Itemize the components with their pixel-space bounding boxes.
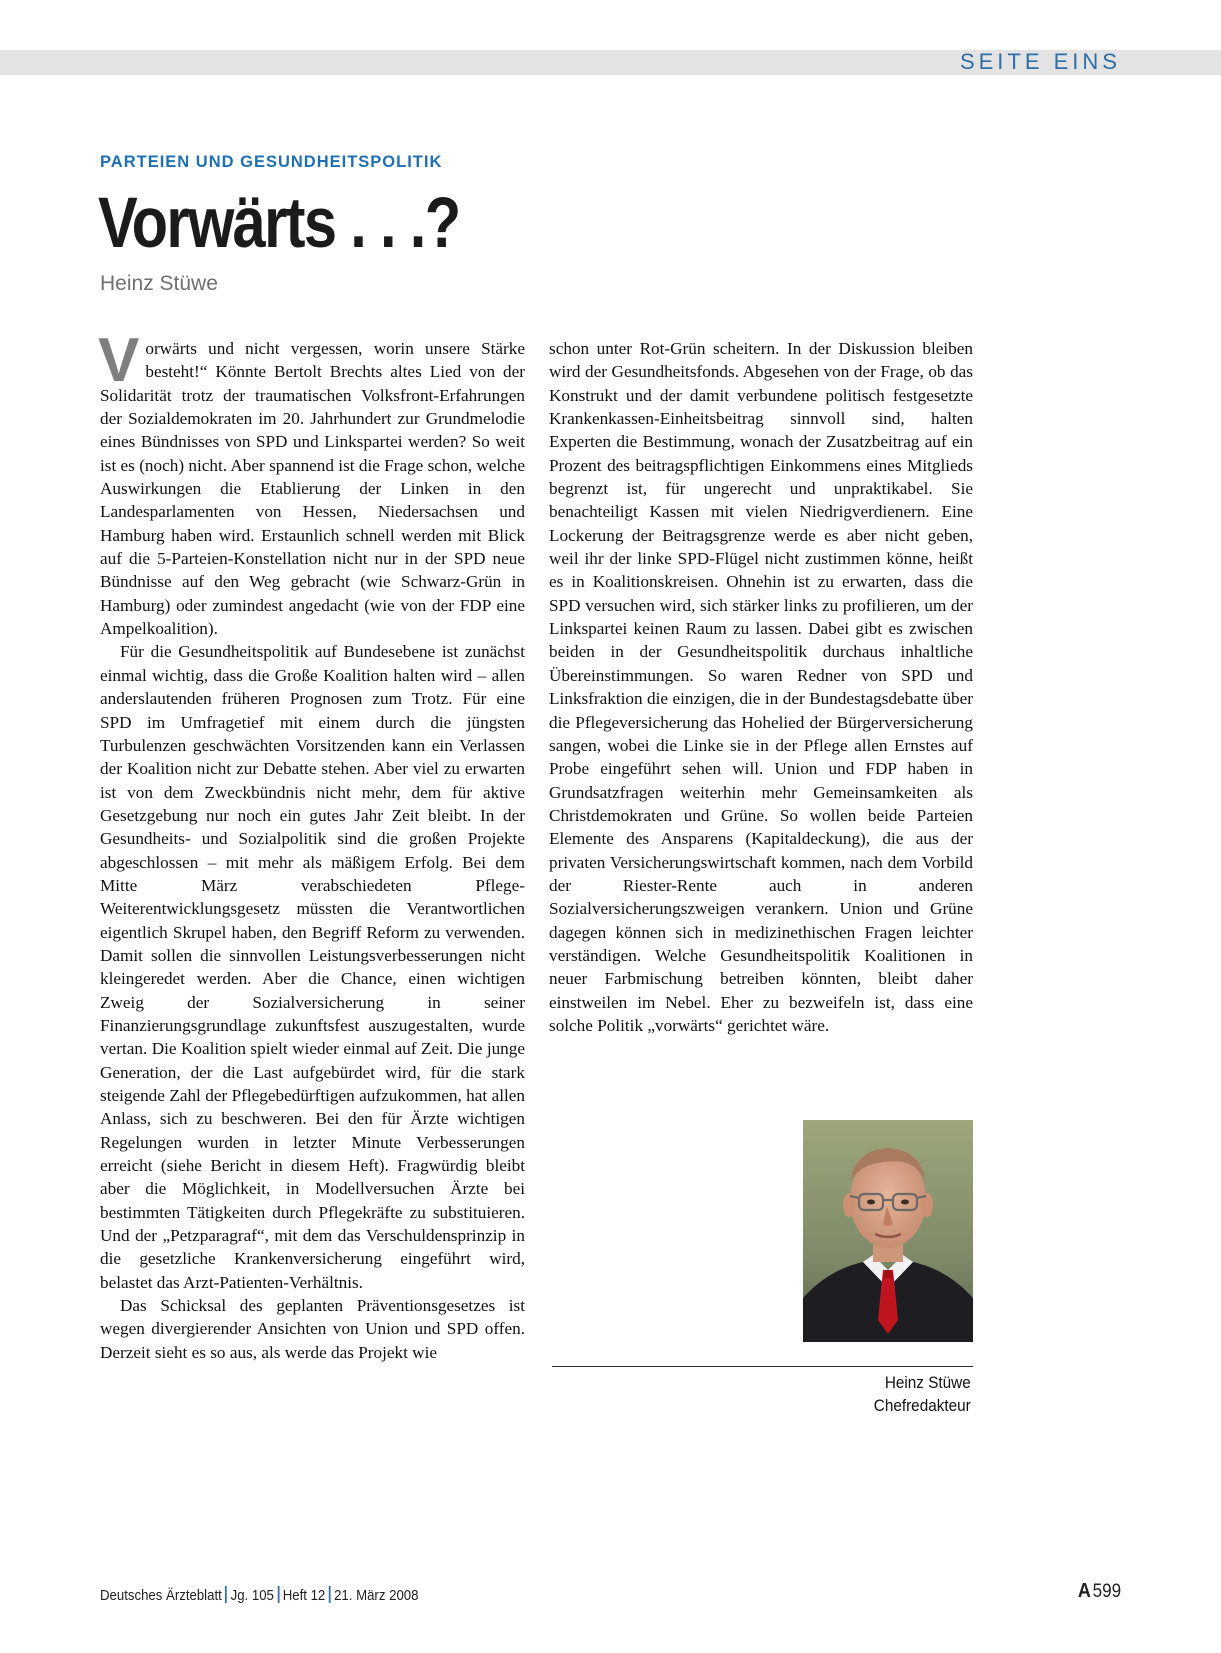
footer-separator — [225, 1586, 227, 1603]
paragraph: Für die Gesundheitspolitik auf Bundesebene ist zunächst einmal wichtig, dass die Große Koalition halten wird – allen anderslautenden früheren Prognosen zum Trotz. Für eine SPD im Umfragetief mit einem durch die jüngsten Turbulenzen geschwächten Vorsitzenden kann ein Verlassen der Koalition nicht zur Debatte stehen. Aber viel zu erwarten ist von dem Zweckbündnis nicht mehr, dem für aktive Gesetzgebung nur noch ein gutes Jahr Zeit bleibt. In der Gesundheits- und Sozialpolitik sind die großen Projekte abgeschlossen – mit mehr als mäßigem Erfolg. Bei dem Mitte März verabschiedeten Pflege-Weiterentwicklungsgesetz müssten die Verantwortlichen eigentlich Skrupel haben, den Begriff Reform zu verwenden. Damit sollen die sinnvollen Leistungsverbesserungen nicht kleingeredet werden. Aber die Chance, einen wichtigen Zweig der Sozialversicherung in seiner Finanzierungsgrundlage zukunftsfest auszugestalten, wurde vertan. Die Koalition spielt wieder einmal auf Zeit. Die junge Generation, der die Last aufgebürdet wird, für die stark steigende Zahl der Pflegebedürftigen aufzukommen, hat allen Anlass, sich zu beschweren. Bei den für Ärzte wichtigen Regelungen wurden in letzter Minute Verbesserungen erreicht (siehe Bericht in diesem Heft). Fragwürdig bleibt aber die Möglichkeit, in Modellversuchen Ärzte bei bestimmten Tätigkeiten durch Pflegekräfte zu substituieren. Und der „Petzparagraf“, mit dem das Verschuldensprinzip in die gesetzliche Krankenversicherung eingeführt wird, belastet das Arzt-Patienten-Verhältnis. — [100, 642, 525, 1292]
footer-separator — [329, 1586, 331, 1603]
portrait-photo — [803, 1120, 973, 1342]
paragraph-text: orwärts und nicht vergessen, worin unsere Stärke besteht!“ Könnte Bertolt Brechts altes Lied von der Solidarität trotz der traumatischen Volksfront-Erfahrungen der Sozialdemokraten im 20. Jahrhundert zur Grundmelodie eines Bündnisses von SPD und Linkspartei werden? So weit ist es (noch) nicht. Aber spannend ist die Frage schon, welche Auswirkungen die Etablierung der Linken in den Landesparlamenten von Hessen, Niedersachsen und Hamburg haben wird. Erstaunlich schnell werden mit Blick auf die 5-Parteien-Konstellation nicht nur in der SPD neue Bündnisse auf den Weg gebracht (wie Schwarz-Grün in Hamburg) oder zumindest angedacht (wie von der FDP eine Ampelkoalition). — [100, 339, 525, 639]
article-author: Heinz Stüwe — [100, 272, 218, 295]
portrait-caption — [874, 1371, 971, 1417]
article-title: Vorwärts . . .? — [98, 184, 460, 263]
paragraph — [98, 326, 525, 640]
caption-name: Heinz Stüwe — [885, 1373, 971, 1392]
article-column-left — [98, 326, 525, 1364]
footer-citation — [100, 1586, 418, 1604]
paragraph: Das Schicksal des geplanten Präventionsgesetzes ist wegen divergierender Ansichten von Union und SPD offen. Derzeit sieht es so aus, als werde das Projekt wie — [100, 1296, 525, 1362]
footer-issue: Heft 12 — [282, 1587, 326, 1604]
paragraph: schon unter Rot-Grün scheitern. In der Diskussion bleiben wird der Gesundheitsfonds. Abgesehen von der Frage, ob das Konstrukt und der damit verbundene politisch festgesetzte Krankenkassen-Einheitsbeitrag sinnvoll sind, halten Experten die Bestimmung, wonach der Zusatzbeitrag auf ein Prozent des beitragspflichtigen Einkommens eines Mitglieds begrenzt ist, für ungerecht und unpraktikabel. Sie benachteiligt Kassen mit vielen Niedrigverdienern. Eine Lockerung der Beitragsgrenze werde es aber nicht geben, weil ihr der linke SPD-Flügel nicht zustimmen könne, heißt es in Koalitionskreisen. Ohnehin ist zu erwarten, dass die SPD versuchen wird, sich stärker links zu profilieren, um der Linkspartei keinen Raum zu lassen. Dabei gibt es zwischen beiden in der Gesundheitspolitik durchaus inhaltliche Übereinstimmungen. So waren Redner von SPD und Linksfraktion die einzigen, die in der Bundestagsdebatte über die Pflegeversicherung das Hohelied der Bürgerversicherung sangen, wobei die Linke sie in der Pflege allen Ernstes auf Probe eingeführt sehen will. Union und FDP haben in Grundsatzfragen weiterhin mehr Gemeinsamkeiten als Christdemokraten und Grüne. So wollen beide Parteien Elemente des Ansparens (Kapitaldeckung), die aus der privaten Versicherungswirtschaft kommen, nach dem Vorbild der Riester-Rente auch in anderen Sozialversicherungszweigen verankern. Union und Grüne dagegen können sich in medizinethischen Fragen leichter verständigen. Welche Gesundheitspolitik Koalitionen in neuer Farbmischung betreiben könnten, bleibt daher einstweilen im Nebel. Eher zu bezweifeln ist, dass eine solche Politik „vorwärts“ gerichtet wäre. — [549, 339, 973, 1035]
footer-date: 21. März 2008 — [334, 1587, 419, 1604]
author-portrait — [803, 1120, 973, 1342]
page-number-value: 599 — [1092, 1581, 1121, 1602]
page-number — [1078, 1580, 1121, 1603]
caption-rule — [552, 1366, 973, 1367]
drop-cap: V — [98, 326, 140, 395]
article-column-right — [549, 337, 973, 1037]
footer-separator — [277, 1586, 279, 1603]
section-label: SEITE EINS — [959, 49, 1121, 74]
footer-publication: Deutsches Ärzteblatt — [100, 1587, 222, 1604]
article-kicker: PARTEIEN UND GESUNDHEITSPOLITIK — [100, 153, 443, 171]
caption-role: Chefredakteur — [874, 1396, 971, 1415]
footer-volume: Jg. 105 — [230, 1587, 274, 1604]
page-letter: A — [1077, 1580, 1091, 1602]
